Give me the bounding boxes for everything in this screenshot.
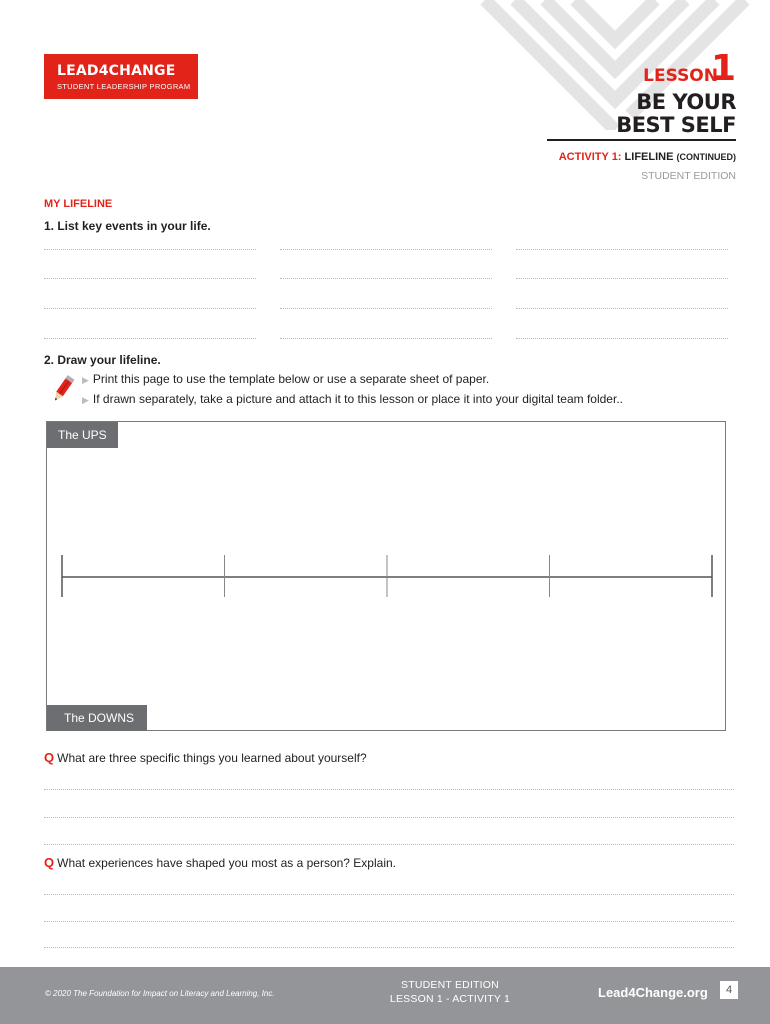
answer-line[interactable] — [44, 894, 734, 895]
answer-line[interactable] — [44, 921, 734, 922]
event-line[interactable] — [280, 338, 492, 339]
downs-label: The DOWNS — [47, 705, 147, 731]
event-line[interactable] — [280, 249, 492, 250]
footer-edition-line1: STUDENT EDITION — [401, 979, 499, 991]
activity-suffix: (CONTINUED) — [676, 152, 736, 162]
pencil-icon — [47, 373, 79, 405]
answer-line[interactable] — [44, 789, 734, 790]
event-line[interactable] — [516, 308, 728, 309]
ups-label: The UPS — [47, 422, 118, 448]
lesson-word: LESSON — [643, 66, 718, 86]
activity-label: ACTIVITY 1: — [558, 151, 622, 163]
answer-line[interactable] — [44, 817, 734, 818]
reflection-question: Q What experiences have shaped you most as a person? Explain. — [44, 855, 396, 870]
reflection-question: Q What are three specific things you learned about yourself? — [44, 750, 367, 765]
question-1-heading: 1. List key events in your life. — [44, 219, 211, 233]
event-line[interactable] — [516, 338, 728, 339]
edition-label: STUDENT EDITION — [641, 170, 736, 182]
instruction-bullet: ▶ If drawn separately, take a picture and attach it to this lesson or place it into your digital team folder.. — [82, 392, 623, 406]
event-line[interactable] — [280, 278, 492, 279]
timeline-axis — [46, 553, 726, 603]
footer-edition-line2: LESSON 1 - ACTIVITY 1 — [389, 993, 511, 1005]
bullet-arrow-icon: ▶ — [82, 375, 89, 385]
question-marker: Q — [44, 750, 55, 765]
logo-main-text: LEAD4CHANGE — [57, 63, 176, 79]
event-line[interactable] — [44, 249, 256, 250]
activity-heading — [559, 151, 736, 163]
footer-site-link[interactable]: Lead4Change.org — [598, 985, 708, 1000]
answer-line[interactable] — [44, 844, 734, 845]
lesson-title-line1: BE YOUR — [636, 90, 736, 114]
logo-sub-text: STUDENT LEADERSHIP PROGRAM — [57, 82, 191, 91]
event-line[interactable] — [516, 249, 728, 250]
copyright-text: © 2020 The Foundation for Impact on Literacy and Learning, Inc. — [45, 989, 275, 998]
bullet-arrow-icon: ▶ — [82, 395, 89, 405]
event-line[interactable] — [44, 278, 256, 279]
activity-name: LIFELINE — [624, 151, 674, 163]
title-divider — [547, 139, 736, 141]
question-marker: Q — [44, 855, 55, 870]
instruction-bullet: ▶ Print this page to use the template below or use a separate sheet of paper. — [82, 372, 490, 386]
event-line[interactable] — [44, 338, 256, 339]
event-line[interactable] — [516, 278, 728, 279]
section-label: MY LIFELINE — [44, 198, 113, 210]
question-2-heading: 2. Draw your lifeline. — [44, 353, 161, 367]
event-line[interactable] — [280, 308, 492, 309]
event-line[interactable] — [44, 308, 256, 309]
lead4change-logo — [44, 54, 198, 99]
lesson-title-line2: BEST SELF — [616, 113, 736, 137]
lesson-number: 1 — [710, 48, 736, 89]
answer-line[interactable] — [44, 947, 734, 948]
page-number: 4 — [720, 981, 738, 999]
footer-edition — [388, 978, 512, 1006]
